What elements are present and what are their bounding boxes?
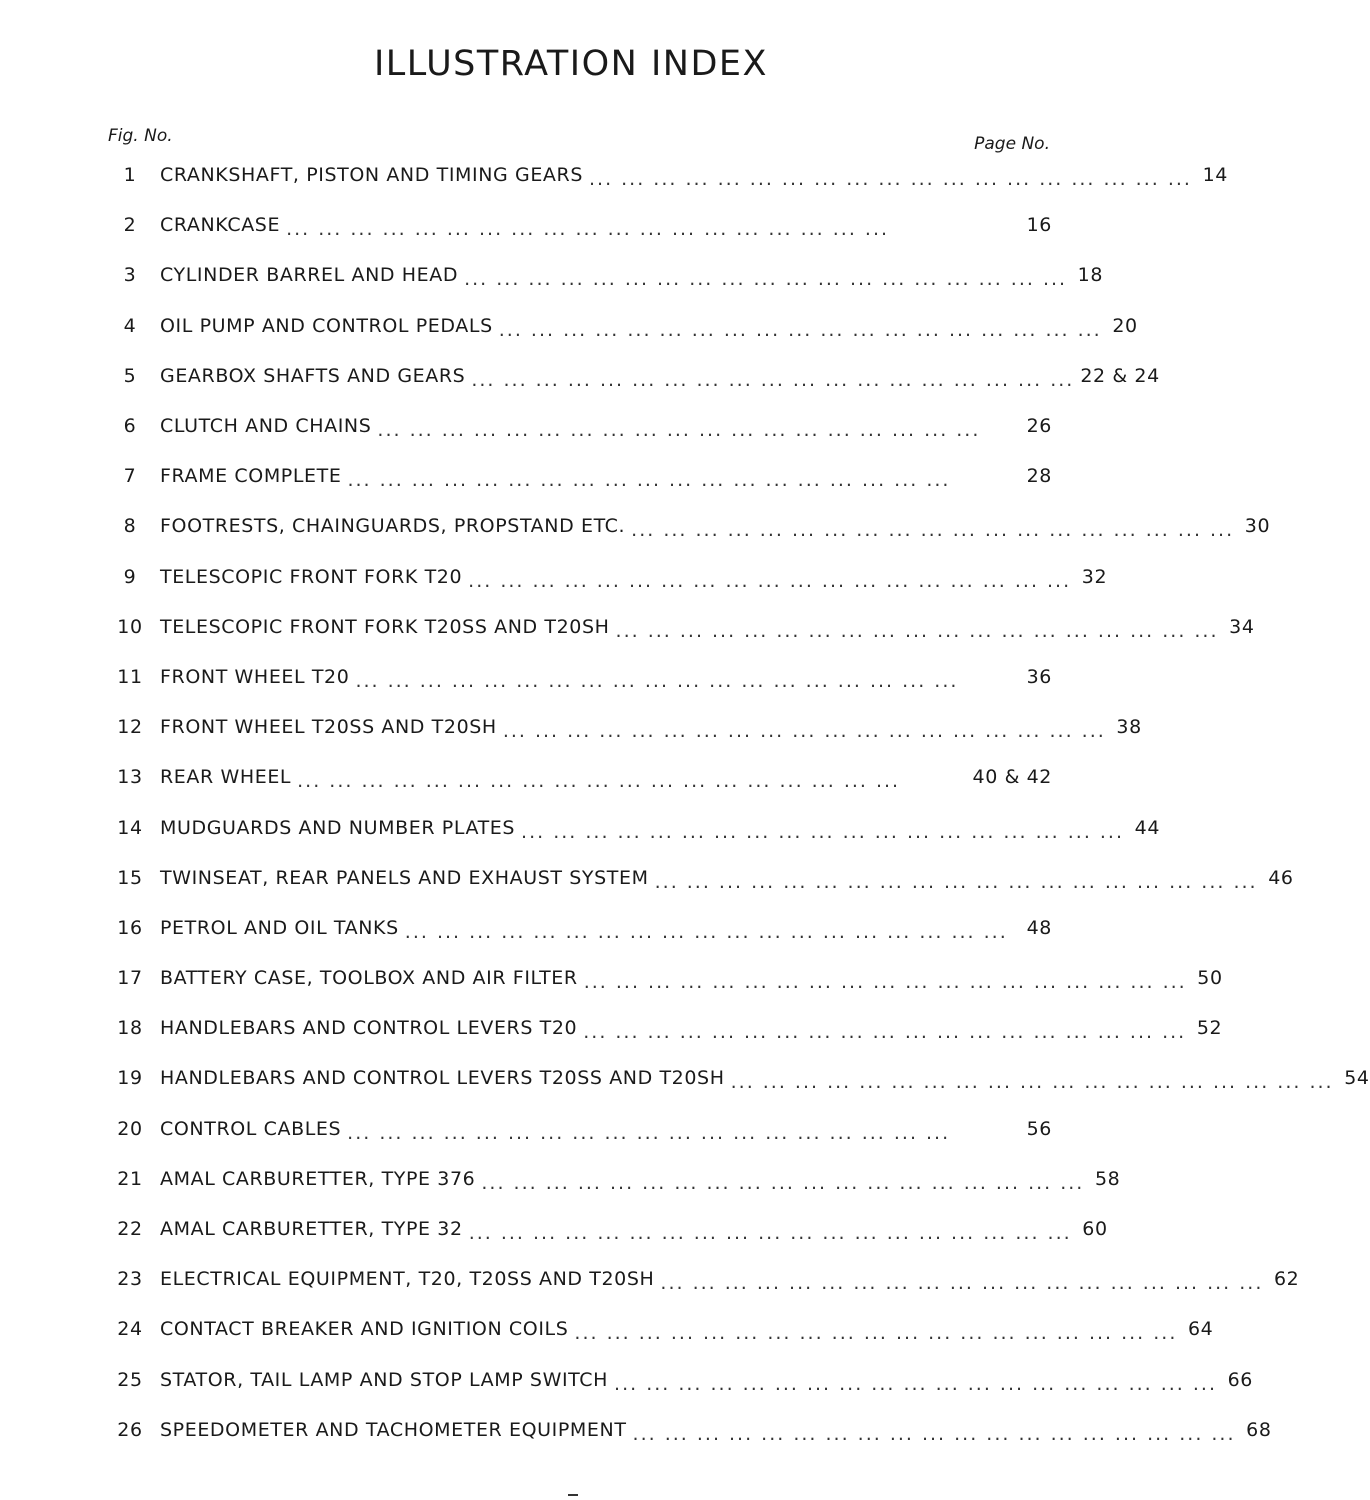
entry-title: CYLINDER BARREL AND HEAD	[160, 264, 459, 287]
dot-leader: ... ... ... ... ... ... ... ... ... ... ... ... ... ... ... ... ... ... ...	[498, 318, 1102, 341]
figure-number: 16	[117, 916, 143, 939]
dot-leader: ... ... ... ... ... ... ... ... ... ... ... ... ... ... ... ... ... ... ...	[464, 268, 1068, 291]
entry-title: HANDLEBARS AND CONTROL LEVERS T20	[160, 1017, 578, 1040]
page-number: 60	[1082, 1218, 1108, 1241]
index-entry	[100, 451, 1052, 501]
entry-title: ELECTRICAL EQUIPMENT, T20, T20SS AND T20SH	[160, 1268, 655, 1291]
dot-leader: ... ... ... ... ... ... ... ... ... ... ... ... ... ... ... ... ... ... ...	[347, 1121, 951, 1144]
page-title: ILLUSTRATION INDEX	[373, 44, 769, 84]
dot-leader: ... ... ... ... ... ... ... ... ... ... ... ... ... ... ... ... ... ... ...	[660, 1272, 1264, 1295]
dot-leader: ... ... ... ... ... ... ... ... ... ... ... ... ... ... ... ... ... ... ...	[468, 569, 1072, 592]
entry-title: SPEEDOMETER AND TACHOMETER EQUIPMENT	[160, 1418, 627, 1441]
figure-number: 1	[123, 164, 137, 187]
page-number: 48	[1026, 916, 1052, 939]
index-entry	[100, 1154, 1121, 1204]
index-entry	[100, 702, 1142, 752]
dot-leader: ... ... ... ... ... ... ... ... ... ... ... ... ... ... ... ... ... ... ...	[404, 920, 1008, 943]
dot-leader: ... ... ... ... ... ... ... ... ... ... ... ... ... ... ... ... ... ... ...	[588, 168, 1192, 191]
entry-title: REAR WHEEL	[160, 766, 292, 789]
page-number: 36	[1026, 665, 1052, 688]
figure-number: 19	[117, 1067, 143, 1090]
index-entry	[100, 652, 1052, 702]
index-entry	[100, 401, 1052, 451]
entry-title: OIL PUMP AND CONTROL PEDALS	[160, 314, 493, 337]
index-entry	[100, 250, 1104, 300]
entry-title: MUDGUARDS AND NUMBER PLATES	[160, 816, 516, 839]
page-number: 22 & 24	[1080, 364, 1160, 387]
dot-leader: ... ... ... ... ... ... ... ... ... ... ... ... ... ... ... ... ... ... ...	[631, 519, 1235, 542]
index-entry	[100, 1355, 1253, 1405]
illustration-index-list	[100, 150, 1370, 1455]
page-number: 50	[1197, 967, 1223, 990]
dot-leader: ... ... ... ... ... ... ... ... ... ... ... ... ... ... ... ... ... ... ...	[583, 1021, 1187, 1044]
page-number: 52	[1196, 1017, 1223, 1040]
figure-number: 5	[123, 364, 137, 387]
figure-number: 8	[123, 515, 137, 538]
dot-leader: ... ... ... ... ... ... ... ... ... ... ... ... ... ... ... ... ... ... ...	[355, 669, 959, 692]
page-number: 68	[1246, 1418, 1272, 1441]
index-entry	[100, 1204, 1108, 1254]
entry-title: GEARBOX SHAFTS AND GEARS	[160, 364, 466, 387]
entry-title: FRAME COMPLETE	[160, 465, 342, 488]
dot-leader: ... ... ... ... ... ... ... ... ... ... ... ... ... ... ... ... ... ... ...	[468, 1222, 1072, 1245]
index-entry	[100, 1304, 1214, 1354]
page-number: 34	[1229, 615, 1255, 638]
index-entry	[100, 602, 1255, 652]
entry-title: CLUTCH AND CHAINS	[160, 415, 372, 438]
dot-leader: ... ... ... ... ... ... ... ... ... ... ... ... ... ... ... ... ... ... ...	[286, 218, 890, 241]
figure-number: 10	[117, 615, 143, 638]
page-number: 54	[1344, 1067, 1370, 1090]
dot-leader: ... ... ... ... ... ... ... ... ... ... ... ... ... ... ... ... ... ... ...	[615, 619, 1219, 642]
page-number: 38	[1116, 716, 1142, 739]
entry-title: TELESCOPIC FRONT FORK T20	[160, 565, 463, 588]
index-entry	[100, 1053, 1370, 1103]
dot-leader: ... ... ... ... ... ... ... ... ... ... ... ... ... ... ... ... ... ... ...	[654, 870, 1258, 893]
index-entry	[100, 200, 1052, 250]
index-entry	[100, 301, 1138, 351]
figure-number: 15	[117, 866, 143, 889]
index-entry	[100, 552, 1108, 602]
index-entry	[100, 953, 1223, 1003]
index-entry	[100, 802, 1161, 852]
figure-number: 26	[117, 1418, 143, 1441]
page-number: 64	[1187, 1318, 1214, 1341]
entry-title: FRONT WHEEL T20	[160, 665, 350, 688]
page-number: 18	[1077, 264, 1104, 287]
page-number: 40 & 42	[972, 766, 1052, 789]
dot-leader: ... ... ... ... ... ... ... ... ... ... ... ... ... ... ... ... ... ... ...	[583, 971, 1187, 994]
page-number: 46	[1268, 866, 1294, 889]
figure-number: 18	[117, 1017, 143, 1040]
page-number: 44	[1134, 816, 1161, 839]
entry-title: FRONT WHEEL T20SS AND T20SH	[160, 716, 497, 739]
page-number: 62	[1273, 1268, 1300, 1291]
fig-no-header: Fig. No.	[108, 126, 173, 146]
figure-number: 22	[117, 1218, 143, 1241]
index-entry	[100, 1254, 1300, 1304]
dot-leader: ... ... ... ... ... ... ... ... ... ... ... ... ... ... ... ... ... ... ...	[521, 820, 1125, 843]
page-number: 32	[1081, 565, 1108, 588]
dot-leader: ... ... ... ... ... ... ... ... ... ... ... ... ... ... ... ... ... ... ...	[377, 419, 981, 442]
entry-title: HANDLEBARS AND CONTROL LEVERS T20SS AND T20SH	[160, 1067, 725, 1090]
page-number: 58	[1094, 1167, 1121, 1190]
page-number: 30	[1244, 515, 1271, 538]
entry-title: FOOTRESTS, CHAINGUARDS, PROPSTAND ETC.	[160, 515, 626, 538]
figure-number: 7	[123, 465, 137, 488]
dot-leader: ... ... ... ... ... ... ... ... ... ... ... ... ... ... ... ... ... ... ...	[471, 368, 1075, 391]
index-entry	[100, 1104, 1052, 1154]
index-entry	[100, 752, 1052, 802]
entry-title: AMAL CARBURETTER, TYPE 376	[160, 1167, 476, 1190]
figure-number: 12	[117, 716, 143, 739]
entry-title: PETROL AND OIL TANKS	[160, 916, 399, 939]
dot-leader: ... ... ... ... ... ... ... ... ... ... ... ... ... ... ... ... ... ... ...	[502, 720, 1106, 743]
figure-number: 3	[123, 264, 137, 287]
index-entry	[100, 1003, 1223, 1053]
dot-leader: ... ... ... ... ... ... ... ... ... ... ... ... ... ... ... ... ... ... ...	[614, 1372, 1217, 1395]
dot-leader: ... ... ... ... ... ... ... ... ... ... ... ... ... ... ... ... ... ... ...	[347, 469, 951, 492]
page-number: 16	[1026, 214, 1052, 237]
page-number: 14	[1202, 164, 1228, 187]
entry-title: CONTACT BREAKER AND IGNITION COILS	[160, 1318, 569, 1341]
entry-title: CRANKCASE	[160, 214, 281, 237]
figure-number: 4	[123, 314, 137, 337]
dot-leader: ... ... ... ... ... ... ... ... ... ... ... ... ... ... ... ... ... ... ...	[481, 1171, 1085, 1194]
index-entry	[100, 501, 1271, 551]
figure-number: 13	[117, 766, 143, 789]
entry-title: AMAL CARBURETTER, TYPE 32	[160, 1218, 463, 1241]
dot-leader: ... ... ... ... ... ... ... ... ... ... ... ... ... ... ... ... ... ... ...	[632, 1422, 1236, 1445]
figure-number: 6	[123, 415, 137, 438]
entry-title: TELESCOPIC FRONT FORK T20SS AND T20SH	[160, 615, 610, 638]
entry-title: STATOR, TAIL LAMP AND STOP LAMP SWITCH	[160, 1368, 609, 1391]
figure-number: 14	[117, 816, 143, 839]
page-number: 28	[1026, 465, 1052, 488]
index-entry	[100, 150, 1228, 200]
figure-number: 2	[123, 214, 137, 237]
entry-title: TWINSEAT, REAR PANELS AND EXHAUST SYSTEM	[160, 866, 649, 889]
figure-number: 21	[117, 1167, 143, 1190]
page-number: 26	[1026, 415, 1052, 438]
figure-number: 9	[123, 565, 137, 588]
entry-title: BATTERY CASE, TOOLBOX AND AIR FILTER	[160, 967, 578, 990]
index-entry	[100, 351, 1160, 401]
page-number: 66	[1227, 1368, 1253, 1391]
figure-number: 17	[117, 967, 143, 990]
figure-number: 24	[117, 1318, 143, 1341]
figure-number: 20	[117, 1117, 143, 1140]
page-footer-mark	[568, 1494, 578, 1496]
index-entry	[100, 853, 1294, 903]
entry-title: CRANKSHAFT, PISTON AND TIMING GEARS	[160, 164, 583, 187]
page-no-header: Page No.	[974, 134, 1050, 154]
index-entry	[100, 903, 1052, 953]
figure-number: 25	[117, 1368, 143, 1391]
entry-title: CONTROL CABLES	[160, 1117, 342, 1140]
dot-leader: ... ... ... ... ... ... ... ... ... ... ... ... ... ... ... ... ... ... ...	[574, 1322, 1178, 1345]
figure-number: 23	[117, 1268, 143, 1291]
dot-leader: ... ... ... ... ... ... ... ... ... ... ... ... ... ... ... ... ... ... ...	[730, 1071, 1334, 1094]
page-number: 20	[1112, 314, 1138, 337]
index-entry	[100, 1405, 1272, 1455]
page-number: 56	[1026, 1117, 1052, 1140]
dot-leader: ... ... ... ... ... ... ... ... ... ... ... ... ... ... ... ... ... ... ...	[297, 770, 901, 793]
figure-number: 11	[117, 665, 143, 688]
